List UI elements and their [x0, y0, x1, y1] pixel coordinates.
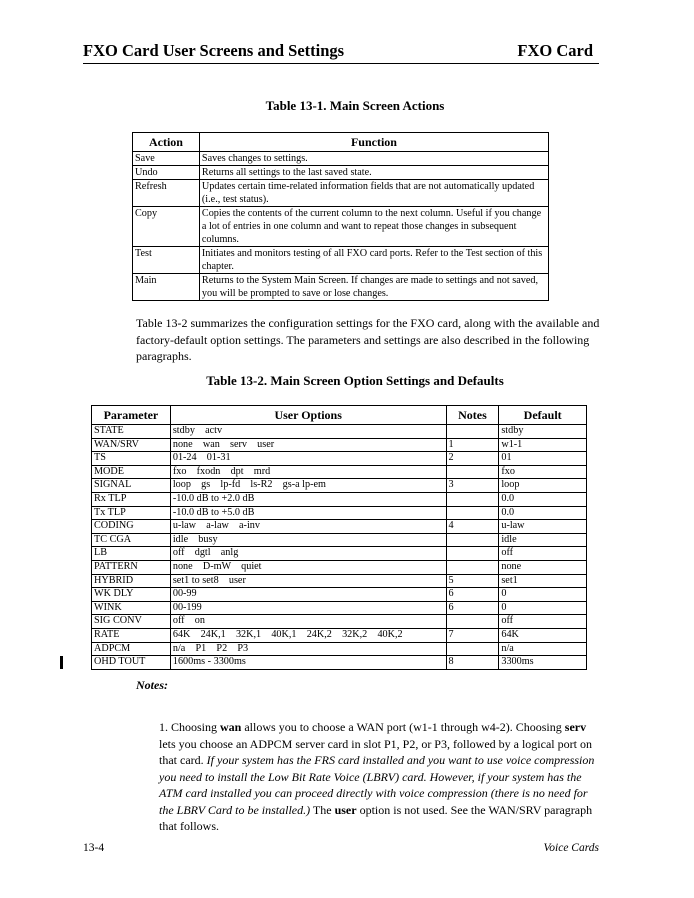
default-cell: fxo — [499, 465, 587, 479]
parameter-cell: Tx TLP — [92, 506, 171, 520]
options-cell: -10.0 dB to +5.0 dB — [170, 506, 446, 520]
table-row — [92, 574, 587, 588]
notes-cell — [446, 533, 499, 547]
default-cell: 3300ms — [499, 656, 587, 670]
options-cell: off dgtl anlg — [170, 547, 446, 561]
table-row — [92, 452, 587, 466]
options-cell: u-law a-law a-inv — [170, 520, 446, 534]
options-cell: 01-24 01-31 — [170, 452, 446, 466]
parameter-cell: LB — [92, 547, 171, 561]
parameter-cell: PATTERN — [92, 560, 171, 574]
options-cell: none D-mW quiet — [170, 560, 446, 574]
note-1-text: lets you choose an ADPCM server card in slot P1, P2, or P3, followed by a logical port on that card. — [159, 736, 592, 767]
options-cell: stdby actv — [170, 425, 446, 439]
default-cell: 0 — [499, 588, 587, 602]
default-cell: 01 — [499, 452, 587, 466]
table-row — [92, 601, 587, 615]
notes-cell: 6 — [446, 588, 499, 602]
table-row — [133, 166, 549, 180]
table-row — [92, 465, 587, 479]
action-cell: Test — [133, 247, 200, 274]
parameter-cell: MODE — [92, 465, 171, 479]
user-keyword: user — [334, 802, 357, 817]
parameter-cell: TC CGA — [92, 533, 171, 547]
notes-cell: 1 — [446, 438, 499, 452]
wan-keyword: wan — [220, 720, 242, 734]
table-row — [133, 180, 549, 207]
function-cell: Saves changes to settings. — [199, 152, 548, 166]
action-cell: Save — [133, 152, 200, 166]
table-row — [92, 492, 587, 506]
options-cell: fxo fxodn dpt mrd — [170, 465, 446, 479]
function-cell: Copies the contents of the current column to the next column. Useful if you change a lot of entries in one column and want to repeat those changes in subsequent columns. — [199, 207, 548, 247]
column-header: Function — [199, 133, 548, 152]
column-header: Default — [499, 406, 587, 425]
table-row — [133, 207, 549, 247]
options-cell: none wan serv user — [170, 438, 446, 452]
page-number: 13-4 — [83, 842, 105, 854]
options-cell: -10.0 dB to +2.0 dB — [170, 492, 446, 506]
options-cell: loop gs lp-fd ls-R2 gs-a lp-em — [170, 479, 446, 493]
default-cell: stdby — [499, 425, 587, 439]
table-row — [92, 656, 587, 670]
notes-cell — [446, 642, 499, 656]
option-settings-table — [91, 405, 587, 670]
notes-cell: 7 — [446, 628, 499, 642]
action-cell: Copy — [133, 207, 200, 247]
default-cell: none — [499, 560, 587, 574]
table-row — [92, 560, 587, 574]
options-cell: off on — [170, 615, 446, 629]
parameter-cell: STATE — [92, 425, 171, 439]
options-cell: set1 to set8 user — [170, 574, 446, 588]
function-cell: Returns all settings to the last saved state. — [199, 166, 548, 180]
notes-cell: 6 — [446, 601, 499, 615]
notes-cell: 8 — [446, 656, 499, 670]
table2-caption: Table 13-2. Main Screen Option Settings and Defaults — [206, 373, 504, 388]
parameter-cell: Rx TLP — [92, 492, 171, 506]
column-header: Notes — [446, 406, 499, 425]
default-cell: off — [499, 615, 587, 629]
notes-cell — [446, 560, 499, 574]
notes-cell — [446, 465, 499, 479]
notes-cell — [446, 425, 499, 439]
function-cell: Returns to the System Main Screen. If changes are made to settings and not saved, you will be prompted to save or lose changes. — [199, 274, 548, 301]
notes-cell: 2 — [446, 452, 499, 466]
table-row — [92, 588, 587, 602]
notes-label: Notes: — [136, 678, 168, 692]
function-cell: Initiates and monitors testing of all FXO card ports. Refer to the Test section of this chapter. — [199, 247, 548, 274]
table-row — [133, 274, 549, 301]
parameter-cell: RATE — [92, 628, 171, 642]
table-row — [92, 533, 587, 547]
table-row — [92, 425, 587, 439]
notes-cell: 3 — [446, 479, 499, 493]
action-cell: Main — [133, 274, 200, 301]
action-cell: Undo — [133, 166, 200, 180]
table-row — [92, 628, 587, 642]
options-cell: 00-199 — [170, 601, 446, 615]
default-cell: 0.0 — [499, 506, 587, 520]
table-row — [92, 547, 587, 561]
default-cell: u-law — [499, 520, 587, 534]
options-cell: idle busy — [170, 533, 446, 547]
column-header: Action — [133, 133, 200, 152]
footer-section: Voice Cards — [543, 842, 599, 854]
options-cell: 1600ms - 3300ms — [170, 656, 446, 670]
change-bar — [60, 656, 63, 669]
table-row — [92, 479, 587, 493]
page-header — [83, 40, 599, 64]
note-1-italic-text: If your system has the FRS card installed and you want to use voice compression you need to install the Low Bit Rate Voice (LBRV) card. However, if your system has the ATM card installed you can proceed directly with voice compression (there is no need for the LBRV Card to be installed.) — [159, 753, 595, 817]
table-row — [92, 506, 587, 520]
notes-cell: 4 — [446, 520, 499, 534]
note-1-lead: 1. Choosing — [159, 720, 221, 734]
options-cell: 00-99 — [170, 588, 446, 602]
table1-caption: Table 13-1. Main Screen Actions — [265, 98, 445, 113]
column-header: Parameter — [92, 406, 171, 425]
function-cell: Updates certain time-related information fields that are not automatically updated (i.e., test status). — [199, 180, 548, 207]
main-screen-actions-table — [132, 132, 549, 301]
table-header-row — [92, 406, 587, 425]
default-cell: 0 — [499, 601, 587, 615]
table-row — [92, 642, 587, 656]
note-1-text: The — [310, 802, 335, 817]
notes-cell: 5 — [446, 574, 499, 588]
note-1-text: allows you to choose a WAN port (w1-1 through w4-2). Choosing — [241, 720, 565, 734]
default-cell: set1 — [499, 574, 587, 588]
parameter-cell: TS — [92, 452, 171, 466]
note-1-paragraph — [159, 719, 602, 835]
options-cell: 64K 24K,1 32K,1 40K,1 24K,2 32K,2 40K,2 — [170, 628, 446, 642]
default-cell: loop — [499, 479, 587, 493]
table-row — [133, 247, 549, 274]
parameter-cell: SIGNAL — [92, 479, 171, 493]
table-row — [92, 615, 587, 629]
default-cell: 0.0 — [499, 492, 587, 506]
table-header-row — [133, 133, 549, 152]
notes-cell — [446, 492, 499, 506]
parameter-cell: OHD TOUT — [92, 656, 171, 670]
column-header: User Options — [170, 406, 446, 425]
notes-cell — [446, 506, 499, 520]
header-chapter: FXO Card — [517, 41, 593, 60]
parameter-cell: CODING — [92, 520, 171, 534]
notes-cell — [446, 615, 499, 629]
default-cell: n/a — [499, 642, 587, 656]
table-row — [92, 520, 587, 534]
default-cell: 64K — [499, 628, 587, 642]
default-cell: off — [499, 547, 587, 561]
parameter-cell: HYBRID — [92, 574, 171, 588]
parameter-cell: WINK — [92, 601, 171, 615]
notes-cell — [446, 547, 499, 561]
table-row — [133, 152, 549, 166]
options-cell: n/a P1 P2 P3 — [170, 642, 446, 656]
action-cell: Refresh — [133, 180, 200, 207]
parameter-cell: SIG CONV — [92, 615, 171, 629]
parameter-cell: ADPCM — [92, 642, 171, 656]
parameter-cell: WAN/SRV — [92, 438, 171, 452]
serv-keyword: serv — [564, 720, 587, 734]
default-cell: w1-1 — [499, 438, 587, 452]
parameter-cell: WK DLY — [92, 588, 171, 602]
header-title: FXO Card User Screens and Settings — [83, 41, 345, 60]
default-cell: idle — [499, 533, 587, 547]
intro-paragraph: Table 13-2 summarizes the configuration settings for the FXO card, along with the available and factory-default option settings. The parameters and settings are also described in the following paragraphs. — [136, 316, 600, 363]
note-1-text: option is not used. See the WAN/SRV paragraph that follows. — [159, 802, 593, 833]
table-row — [92, 438, 587, 452]
